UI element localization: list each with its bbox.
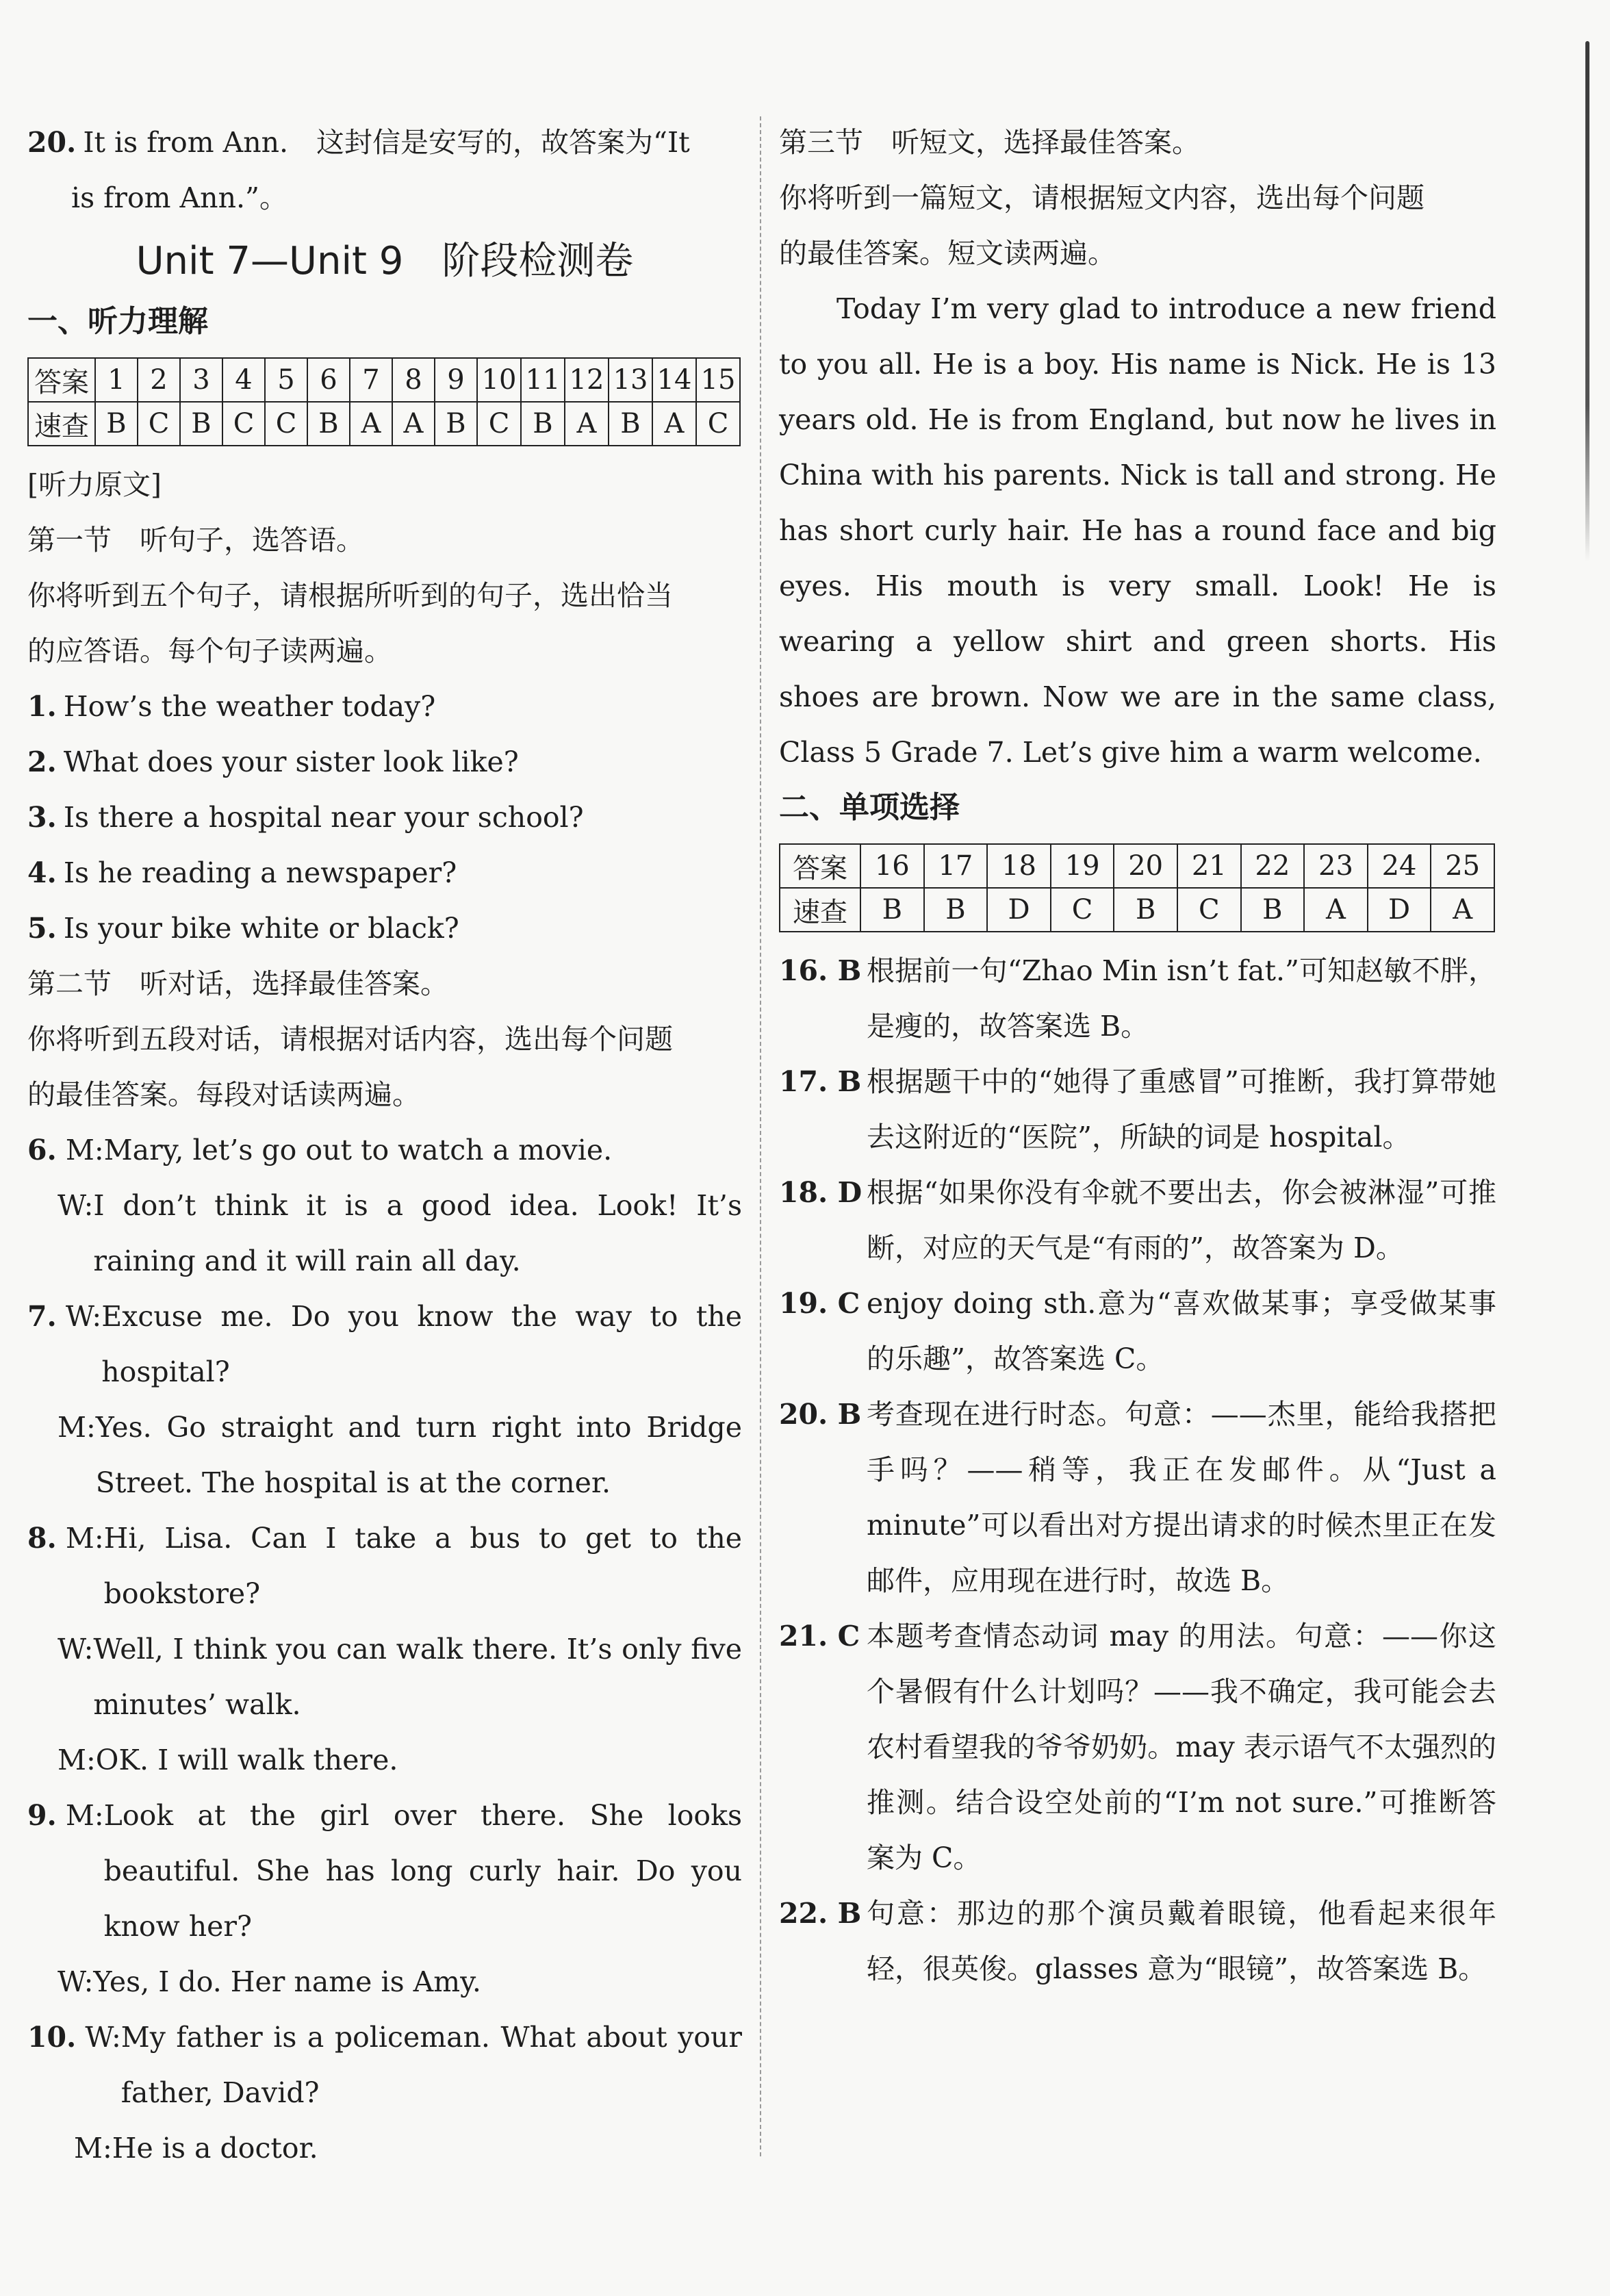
utterance: Mary, let’s go out to watch a movie.: [103, 1134, 613, 1166]
sec1-instruction: 你将听到五个句子，请根据所听到的句子，选出恰当: [27, 579, 673, 612]
list-item: [27, 901, 742, 956]
utterance: Well, I think you can walk there. It’s only five minutes’ walk.: [93, 1633, 742, 1721]
table-cell-answer: A: [652, 402, 696, 446]
table-cell-number: 2: [138, 358, 180, 402]
item-text-line1: It is from Ann. 这封信是安写的，故答案为“It: [83, 126, 690, 159]
explanation-item: [779, 1387, 1496, 1609]
table-cell-number: 5: [265, 358, 307, 402]
utterance: My father is a policeman. What about your father, David?: [120, 2021, 742, 2109]
table-cell-number: 4: [222, 358, 265, 402]
table-cell-answer: D: [1368, 888, 1431, 932]
dialogue-6: [27, 1123, 742, 1289]
transcript-label: [听力原文]: [27, 468, 162, 501]
list-item: [27, 735, 742, 790]
item-number: 4.: [27, 856, 57, 889]
item-number: 3.: [27, 801, 57, 834]
table-cell-answer: C: [265, 402, 307, 446]
left-column: [27, 115, 742, 2176]
sec3-instruction: 你将听到一篇短文，请根据短文内容，选出每个问题: [779, 181, 1424, 214]
table-cell-answer: C: [1051, 888, 1114, 932]
table-cell-answer: C: [222, 402, 265, 446]
speaker: M:: [58, 1411, 96, 1444]
item-text: How’s the weather today?: [63, 690, 436, 723]
speaker: M:: [65, 1134, 104, 1166]
utterance: Yes, I do. Her name is Amy.: [93, 1965, 481, 1998]
list-item: [27, 679, 742, 735]
speaker: W:: [58, 1189, 94, 1222]
speaker: M:: [74, 2132, 112, 2165]
explanation-text: 根据题干中的“她得了重感冒”可推断，我打算带她去这附近的“医院”，所缺的词是 hospital。: [867, 1065, 1496, 1153]
table-cell-number: 13: [609, 358, 652, 402]
dialogue-10: [27, 2010, 742, 2176]
part2-heading: 二、单项选择: [779, 790, 960, 825]
sec2-instruction: 的最佳答案。每段对话读两遍。: [27, 1078, 420, 1111]
right-column: [779, 115, 1496, 1997]
dialogue-9: [27, 1788, 742, 2010]
table-cell-answer: B: [1241, 888, 1305, 932]
table-row-label: 速查: [780, 888, 860, 932]
sec3-instruction: 的最佳答案。短文读两遍。: [779, 237, 1116, 270]
item-text-line2: is from Ann.”。: [71, 181, 288, 214]
table-cell-number: 9: [435, 358, 477, 402]
explanation-text: 根据前一句“Zhao Min isn’t fat.”可知赵敏不胖，是瘦的，故答案选 B。: [867, 954, 1496, 1043]
speaker: W:: [65, 1300, 102, 1333]
table-cell-number: 11: [521, 358, 565, 402]
dialogue-number: 10.: [27, 2021, 77, 2054]
explanation-item: [779, 1276, 1496, 1387]
table-cell-number: 22: [1241, 844, 1305, 888]
table-cell-number: 20: [1114, 844, 1177, 888]
speaker: W:: [85, 2021, 121, 2054]
speaker: M:: [65, 1522, 104, 1555]
table-cell-number: 21: [1177, 844, 1241, 888]
sec3-heading: 第三节 听短文，选择最佳答案。: [779, 126, 1200, 159]
table-cell-answer: B: [521, 402, 565, 446]
table-cell-answer: C: [1177, 888, 1241, 932]
list-item: [27, 845, 742, 901]
explanation-text: 考查现在进行时态。句意：——杰里，能给我搭把手吗？——稍等，我正在发邮件。从“Just a minute”可以看出对方提出请求的时候杰里正在发邮件，应用现在进行时，故选 B。: [867, 1398, 1496, 1597]
table-cell-number: 1: [95, 358, 138, 402]
explanation-item: [779, 1165, 1496, 1276]
table-cell-number: 25: [1431, 844, 1494, 888]
utterance: Excuse me. Do you know the way to the hospital?: [101, 1300, 742, 1388]
dialogue-7: [27, 1289, 742, 1511]
dialogue-number: 7.: [27, 1300, 57, 1333]
explanation-text: 本题考查情态动词 may 的用法。句意：——你这个暑假有什么计划吗？——我不确定，我可能会去农村看望我的爷爷奶奶。may 表示语气不太强烈的推测。结合设空处前的“I’m not sure.”可推断答案为 C。: [867, 1620, 1496, 1874]
table-cell-answer: B: [1114, 888, 1177, 932]
table-cell-number: 3: [180, 358, 222, 402]
table-cell-answer: B: [435, 402, 477, 446]
listening-passage: Today I’m very glad to introduce a new friend to you all. He is a boy. His name is Nick. He is 13 years old. He is from England, but now he lives in China with his parents. Nick is tall and strong. He has short curly hair. He has a round face and big eyes. His mouth is very small. Look! He is wearing a yellow shirt and green shorts. His shoes are brown. Now we are in the same class, Class 5 Grade 7. Let’s give him a warm welcome.: [779, 292, 1496, 769]
table-cell-number: 6: [307, 358, 350, 402]
answer-explanations: [779, 943, 1496, 1997]
table-cell-number: 24: [1368, 844, 1431, 888]
table-cell-number: 8: [392, 358, 435, 402]
table-cell-answer: C: [696, 402, 740, 446]
item-number: 1.: [27, 690, 57, 723]
unit-title: Unit 7—Unit 9 阶段检测卷: [136, 239, 634, 283]
dialogue-number: 6.: [27, 1134, 57, 1166]
table-cell-number: 7: [350, 358, 392, 402]
speaker: M:: [65, 1799, 104, 1832]
sec2-heading: 第二节 听对话，选择最佳答案。: [27, 967, 448, 1000]
item-number: 5.: [27, 912, 57, 945]
table-cell-answer: A: [350, 402, 392, 446]
item-text: What does your sister look like?: [63, 745, 519, 778]
explanation-text: 根据“如果你没有伞就不要出去，你会被淋湿”可推断，对应的天气是“有雨的”，故答案为 D。: [867, 1176, 1496, 1264]
table-cell-answer: A: [1431, 888, 1494, 932]
utterance: Yes. Go straight and turn right into Bridge Street. The hospital is at the corner.: [95, 1411, 742, 1499]
explanation-item: [779, 1054, 1496, 1165]
table-cell-number: 10: [477, 358, 521, 402]
sec1-items: [27, 679, 742, 956]
item-number: 20.: [27, 126, 77, 159]
utterance: He is a doctor.: [112, 2132, 318, 2165]
explanation-item: [779, 943, 1496, 1054]
item-20-previous: [27, 115, 742, 170]
table-cell-answer: D: [987, 888, 1051, 932]
single-choice-answer-table: [779, 843, 1495, 932]
table-cell-number: 18: [987, 844, 1051, 888]
table-cell-answer: A: [565, 402, 609, 446]
table-cell-answer: B: [860, 888, 924, 932]
table-cell-number: 23: [1304, 844, 1368, 888]
explanation-number: 18. D: [779, 1176, 862, 1209]
list-item: [27, 790, 742, 845]
table-cell-answer: B: [95, 402, 138, 446]
sec1-heading: 第一节 听句子，选答语。: [27, 524, 364, 557]
sec1-instruction: 的应答语。每个句子读两遍。: [27, 635, 392, 667]
dialogue-number: 8.: [27, 1522, 57, 1555]
explanation-number: 21. C: [779, 1620, 860, 1653]
column-divider: [760, 116, 761, 2156]
item-number: 2.: [27, 745, 57, 778]
table-cell-number: 12: [565, 358, 609, 402]
utterance: OK. I will walk there.: [95, 1744, 398, 1776]
sec2-instruction: 你将听到五段对话，请根据对话内容，选出每个问题: [27, 1023, 673, 1056]
item-text: Is your bike white or black?: [63, 912, 459, 945]
utterance: Look at the girl over there. She looks beautiful. She has long curly hair. Do you know her?: [103, 1799, 742, 1943]
explanation-item: [779, 1609, 1496, 1886]
dialogue-number: 9.: [27, 1799, 57, 1832]
table-cell-answer: B: [180, 402, 222, 446]
table-cell-answer: B: [609, 402, 652, 446]
explanation-number: 16. B: [779, 954, 862, 987]
speaker: M:: [58, 1744, 96, 1776]
explanation-number: 20. B: [779, 1398, 862, 1431]
table-cell-number: 19: [1051, 844, 1114, 888]
table-cell-number: 15: [696, 358, 740, 402]
item-text: Is he reading a newspaper?: [63, 856, 457, 889]
item-text: Is there a hospital near your school?: [63, 801, 584, 834]
listening-answer-table: [27, 357, 741, 446]
table-row-label: 答案: [780, 844, 860, 888]
explanation-item: [779, 1886, 1496, 1997]
table-row-label: 答案: [28, 358, 95, 402]
speaker: W:: [58, 1965, 94, 1998]
table-cell-number: 17: [924, 844, 988, 888]
explanation-text: enjoy doing sth.意为“喜欢做某事；享受做某事的乐趣”，故答案选 C。: [867, 1287, 1496, 1375]
explanation-number: 19. C: [779, 1287, 860, 1320]
speaker: W:: [58, 1633, 94, 1666]
explanation-number: 17. B: [779, 1065, 862, 1098]
explanation-text: 句意：那边的那个演员戴着眼镜，他看起来很年轻，很英俊。glasses 意为“眼镜”，故答案选 B。: [867, 1897, 1496, 1985]
page-edge-mark: [1585, 41, 1589, 561]
table-cell-answer: A: [392, 402, 435, 446]
utterance: Hi, Lisa. Can I take a bus to get to the bookstore?: [103, 1522, 742, 1610]
dialogue-8: [27, 1511, 742, 1788]
utterance: I don’t think it is a good idea. Look! It’s raining and it will rain all day.: [93, 1189, 742, 1277]
part1-heading: 一、听力理解: [27, 304, 208, 339]
table-cell-answer: B: [924, 888, 988, 932]
table-cell-number: 14: [652, 358, 696, 402]
table-cell-answer: C: [477, 402, 521, 446]
table-row-label: 速查: [28, 402, 95, 446]
table-cell-number: 16: [860, 844, 924, 888]
table-cell-answer: A: [1304, 888, 1368, 932]
explanation-number: 22. B: [779, 1897, 862, 1930]
table-cell-answer: C: [138, 402, 180, 446]
table-cell-answer: B: [307, 402, 350, 446]
